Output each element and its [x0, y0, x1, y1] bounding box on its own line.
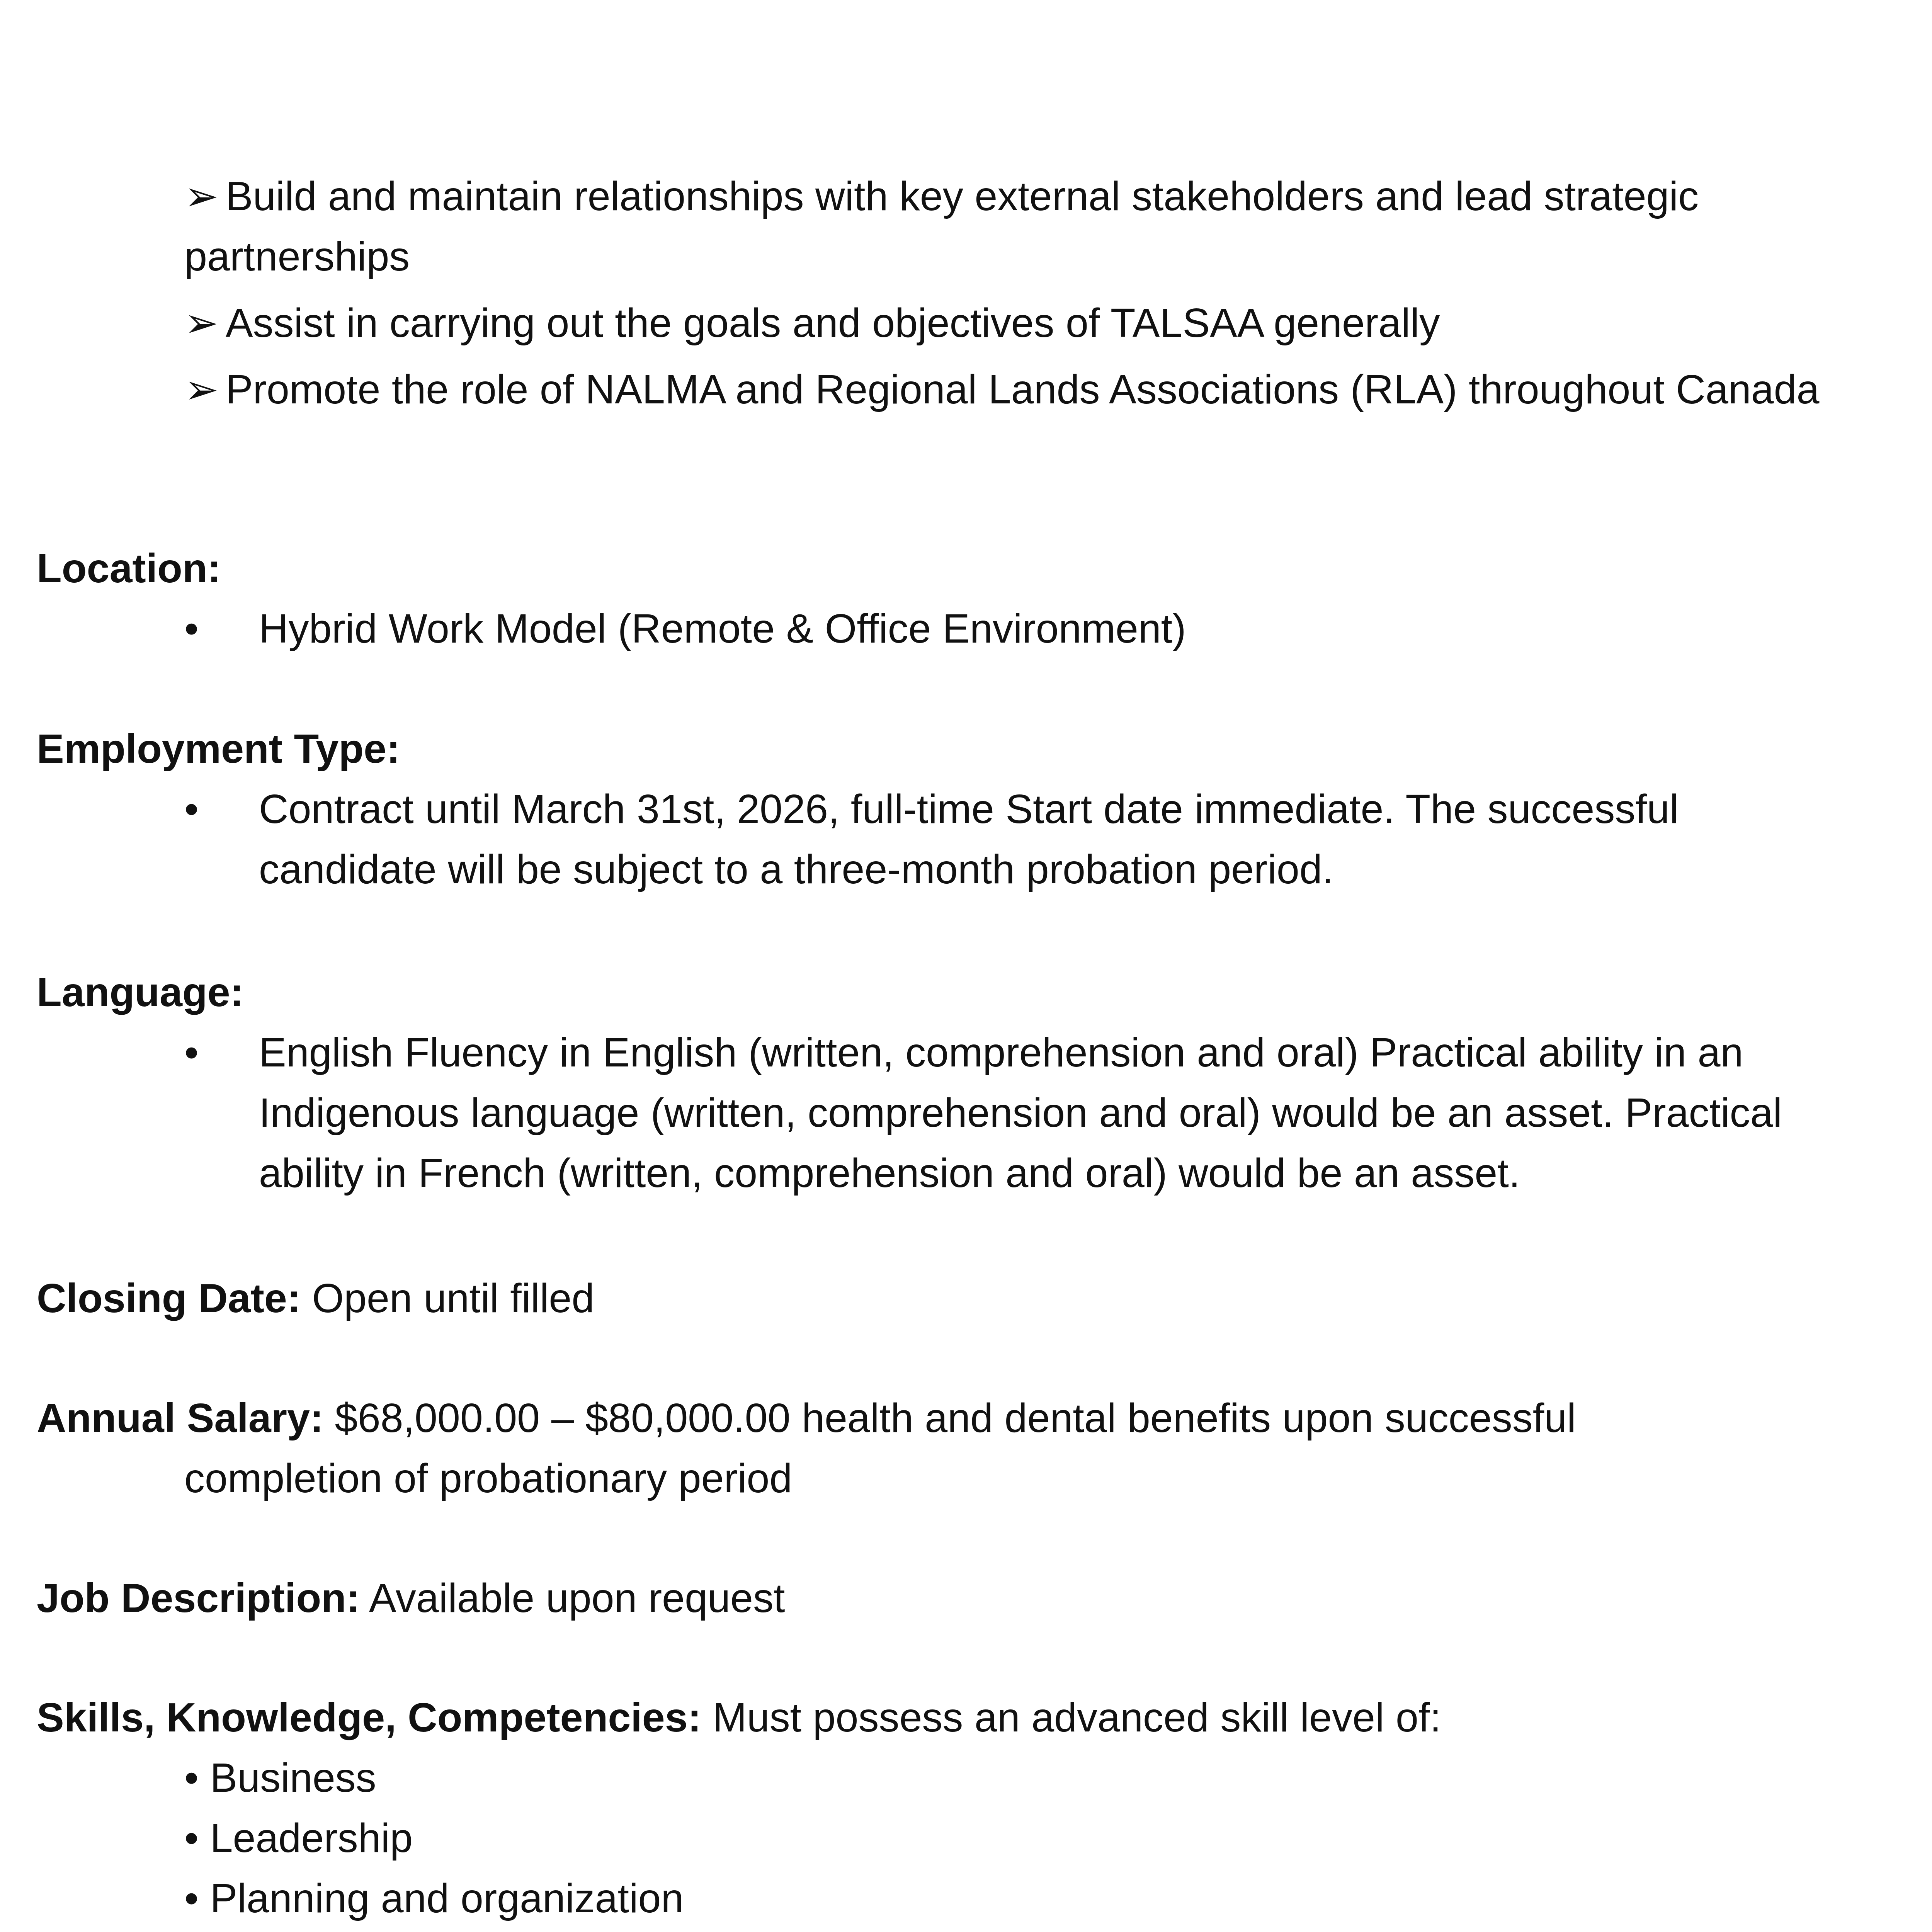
annual-salary-value-continued: completion of probationary period [184, 1456, 793, 1501]
annual-salary-section [37, 1388, 1930, 1509]
list-item: • Business [184, 1755, 376, 1801]
responsibility-item: ➢ Promote the role of NALMA and Regional Lands Associations (RLA) throughout Canada [184, 367, 1820, 412]
annual-salary-label: Annual Salary: [37, 1395, 324, 1441]
location-section [37, 538, 1930, 659]
list-item: • Contract until March 31st, 2026, full-time Start date immediate. The successful candidate will be subject to a three-month probation period. [184, 779, 1718, 900]
bullet-icon: • [184, 1876, 199, 1921]
skills-section [37, 1687, 1930, 1932]
list-item [184, 1929, 1930, 1932]
list-item: • Planning and organization [184, 1876, 684, 1921]
list-item: • Leadership [184, 1815, 413, 1861]
employment-type-label: Employment Type: [37, 726, 400, 772]
bullet-icon: • [184, 606, 199, 651]
language-section [37, 962, 1930, 1203]
arrow-bullet-icon: ➢ [184, 367, 219, 412]
annual-salary-value: $68,000.00 – $80,000.00 health and dental benefits upon successful [335, 1395, 1576, 1441]
location-list [37, 599, 1930, 659]
language-label: Language: [37, 969, 244, 1015]
closing-date-section [37, 1268, 1930, 1328]
job-description-label: Job Description: [37, 1575, 360, 1621]
arrow-bullet-icon: ➢ [184, 173, 219, 219]
closing-date-label: Closing Date: [37, 1276, 301, 1321]
closing-date-value: Open until filled [312, 1276, 595, 1321]
skills-intro: Must possess an advanced skill level of: [713, 1695, 1441, 1740]
skills-list [37, 1748, 1930, 1932]
location-label: Location: [37, 546, 221, 591]
responsibility-item: ➢ Build and maintain relationships with key external stakeholders and lead strategic partnerships [184, 173, 1699, 279]
employment-type-list [37, 779, 1718, 900]
bullet-icon: • [184, 1030, 199, 1075]
arrow-bullet-icon: ➢ [184, 300, 219, 346]
list-item: • English Fluency in English (written, comprehension and oral) Practical ability in an Indigenous language (written, comprehension and oral) would be an asset. Practical ability in French (written, comprehension and oral) would be an asset. [184, 1022, 1783, 1203]
responsibilities-list [184, 166, 1827, 426]
language-list [37, 1022, 1783, 1203]
bullet-icon: • [184, 1755, 199, 1801]
job-description-value: Available upon request [369, 1575, 785, 1621]
bullet-icon: • [184, 786, 199, 832]
employment-type-section [37, 719, 1930, 900]
job-description-section [37, 1568, 1930, 1628]
responsibility-item: ➢ Assist in carrying out the goals and objectives of TALSAA generally [184, 300, 1440, 346]
list-item: • Hybrid Work Model (Remote & Office Environment) [184, 599, 1930, 659]
skills-label: Skills, Knowledge, Competencies: [37, 1695, 701, 1740]
bullet-icon: • [184, 1815, 199, 1861]
